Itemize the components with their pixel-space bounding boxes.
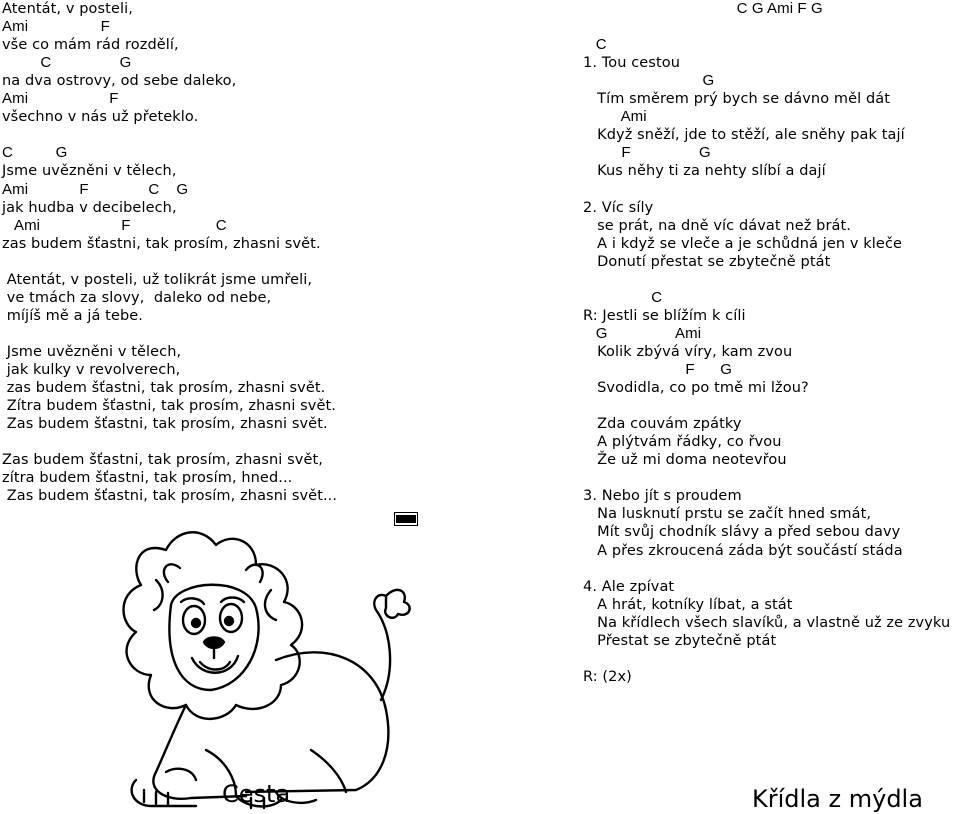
lyric-line: ve tmách za slovy, daleko od nebe,: [2, 289, 272, 306]
chord-line: C: [583, 288, 663, 306]
lyric-line: Atentát, v posteli,: [2, 1, 133, 17]
lyric-line: Atentát, v posteli, už tolikrát jsme umřeli,: [2, 271, 313, 288]
lyric-line: zítra budem šťastni, tak prosím, hned...: [2, 470, 293, 487]
lyric-line: Zítra budem šťastni, tak prosím, zhasni svět.: [2, 398, 337, 415]
chord-line: G: [583, 72, 715, 90]
lyric-line: Zda couvám zpátky: [583, 416, 742, 433]
lyric-line: všechno v nás už přeteklo.: [2, 109, 199, 126]
lyric-line: Jsme uvězněni v tělech,: [2, 163, 177, 180]
chord-line: G Ami: [583, 324, 702, 342]
lyric-line: 2. Víc síly: [583, 199, 654, 216]
lyric-line: Přestat se zbytečně ptát: [583, 632, 777, 649]
lyric-line: R: Jestli se blížím k cíli: [583, 307, 746, 324]
lyric-line: Jsme uvězněni v tělech,: [2, 343, 182, 360]
lyric-line: Svodidla, co po tmě mi lžou?: [583, 380, 809, 397]
lyric-line: A i když se vleče a je schůdná jen v kleče: [583, 235, 903, 252]
lyric-line: Tím směrem prý bych se dávno měl dát: [583, 91, 891, 108]
lyric-line: Kolik zbývá víry, kam zvou: [583, 343, 793, 360]
lyric-line: jak hudba v decibelech,: [2, 199, 177, 216]
lyric-line: A přes zkroucená záda být součástí stáda: [583, 542, 903, 559]
chord-line: F G: [583, 144, 711, 162]
lyric-line: Donutí přestat se zbytečně ptát: [583, 253, 831, 270]
lyric-line: se prát, na dně víc dávat než brát.: [583, 217, 851, 234]
lyric-line: Na křídlech všech slavíků, a vlastně už ze zvyku: [583, 614, 951, 631]
chord-line: C: [583, 36, 607, 54]
lyric-line: vše co mám rád rozdělí,: [2, 37, 179, 54]
lyric-line: Zas budem šťastni, tak prosím, zhasni svět.: [2, 416, 328, 433]
lyric-line: míjíš mě a já tebe.: [2, 307, 143, 324]
lyric-line: A hrát, kotníky líbat, a stát: [583, 596, 793, 613]
chord-line: C G: [2, 54, 132, 72]
lyric-line: Zas budem šťastni, tak prosím, zhasni svět...: [2, 488, 338, 505]
chord-line: Ami: [583, 108, 647, 126]
lyric-line: 3. Nebo jít s proudem: [583, 488, 742, 505]
lyric-line: zas budem šťastni, tak prosím, zhasni svět.: [2, 235, 321, 252]
lyric-line: Na lusknutí prstu se začít hned smát,: [583, 506, 872, 523]
chord-line: C G: [2, 144, 68, 162]
chord-line: F G: [583, 361, 733, 378]
lion-coloring-illustration: [96, 510, 426, 812]
lyric-line: Že už mi doma neotevřou: [583, 452, 787, 469]
lyric-line: zas budem šťastni, tak prosím, zhasni svět.: [2, 380, 326, 397]
lyric-line: R: (2x): [583, 668, 632, 685]
lyric-line: jak kulky v revolverech,: [2, 362, 181, 378]
lyric-line: Zas budem šťastni, tak prosím, zhasni svět,: [2, 452, 323, 469]
song-title-cesta: Cesta: [222, 780, 291, 808]
chord-line: Ami F: [2, 18, 110, 36]
chord-line: Ami F: [2, 90, 119, 108]
lyric-line: na dva ostrovy, od sebe daleko,: [2, 73, 237, 90]
publisher-logo-icon: [394, 512, 418, 526]
lyric-line: Kus něhy ti za nehty slíbí a dají: [583, 163, 826, 180]
chord-line: C G Ami F G: [583, 0, 823, 17]
lyric-line: Mít svůj chodník slávy a před sebou davy: [583, 524, 901, 541]
chord-line: Ami F C: [2, 216, 227, 234]
lyric-line: Když sněží, jde to stěží, ale sněhy pak tají: [583, 127, 905, 144]
song-title-kridla-z-mydla: Křídla z mýdla: [752, 785, 923, 813]
lyric-line: 4. Ale zpívat: [583, 578, 675, 595]
chord-line: Ami F C G: [2, 180, 189, 198]
lyric-line: A plýtvám řádky, co řvou: [583, 434, 782, 451]
lyric-line: 1. Tou cestou: [583, 55, 681, 72]
